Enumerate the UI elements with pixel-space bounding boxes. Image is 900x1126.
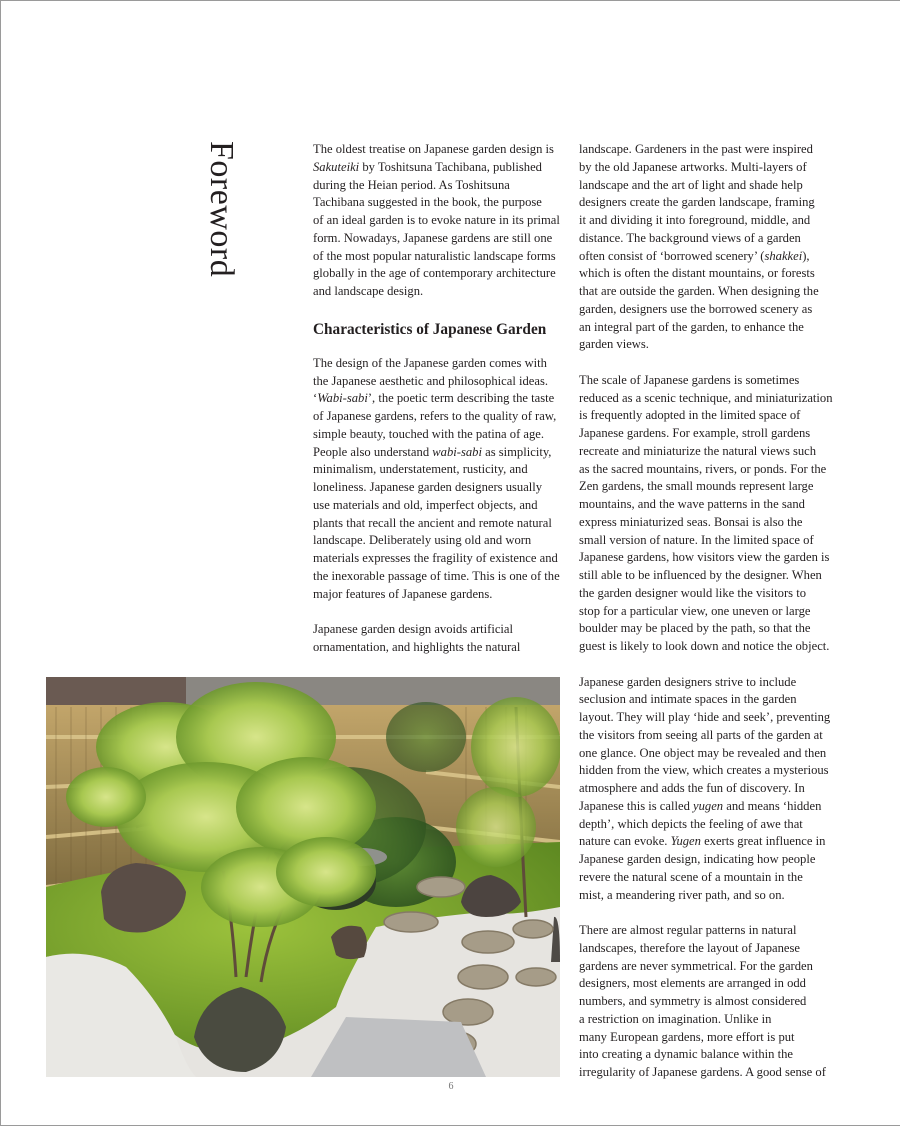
text-run: often consist of ‘borrowed scenery’ ( bbox=[579, 248, 765, 263]
text-run: There are almost regular patterns in natural bbox=[579, 923, 797, 937]
text-line bbox=[313, 355, 563, 373]
text-run: during the Heian period. As Toshitsuna bbox=[313, 177, 510, 192]
text-run: a restriction on imagination. Unlike in bbox=[579, 1011, 772, 1026]
garden-photo bbox=[46, 677, 560, 1077]
text-run: still able to be influenced by the designer. When bbox=[579, 568, 822, 582]
text-run: which is often the distant mountains, or forests bbox=[579, 266, 815, 281]
text-run: of Japanese gardens, refers to the quality of raw, bbox=[313, 409, 557, 423]
text-run: numbers, and symmetry is almost considered bbox=[579, 994, 807, 1008]
text-run: the garden designer would like the visitors to bbox=[579, 585, 806, 600]
text-line bbox=[579, 248, 834, 266]
text-run: designers create the garden landscape, framing bbox=[579, 195, 815, 210]
paragraph bbox=[313, 621, 563, 657]
text-run: as simplicity, bbox=[481, 444, 552, 459]
text-line bbox=[313, 532, 563, 550]
text-line bbox=[579, 816, 834, 834]
text-run: ’, the poetic term describing the taste bbox=[367, 391, 555, 406]
italic-term: Yugen bbox=[670, 834, 701, 849]
text-run: The design of the Japanese garden comes with bbox=[313, 355, 547, 370]
text-run: The oldest treatise on Japanese garden design is bbox=[313, 142, 554, 156]
paragraph bbox=[579, 674, 834, 905]
text-run: atmosphere and adds the fun of discovery. In bbox=[579, 781, 805, 795]
text-run: exerts great influence in bbox=[700, 834, 826, 849]
text-run: ornamentation, and highlights the natural bbox=[313, 639, 521, 654]
italic-term: shakkei bbox=[764, 248, 803, 263]
text-line bbox=[579, 958, 834, 976]
text-line bbox=[579, 993, 834, 1011]
text-run: irregularity of Japanese gardens. A good sense of bbox=[579, 1065, 826, 1079]
text-line bbox=[579, 194, 834, 212]
text-run: it and dividing it into foreground, middle, and bbox=[579, 213, 811, 227]
text-run: of an ideal garden is to evoke nature in its primal bbox=[313, 213, 560, 227]
text-run: nature can evoke. bbox=[579, 834, 671, 849]
text-run: materials expresses the fragility of existence and bbox=[313, 551, 558, 565]
text-line bbox=[313, 426, 563, 444]
text-line bbox=[579, 1046, 834, 1064]
text-line bbox=[579, 461, 834, 479]
text-run: landscape. Gardeners in the past were inspired bbox=[579, 142, 813, 156]
text-line bbox=[579, 265, 834, 283]
text-line bbox=[579, 567, 834, 585]
text-run: garden, designers use the borrowed scenery as bbox=[579, 301, 813, 316]
italic-term: Wabi-sabi bbox=[317, 391, 368, 406]
text-run: Japanese garden designers strive to include bbox=[579, 674, 797, 689]
text-line bbox=[579, 745, 834, 763]
text-line bbox=[313, 408, 563, 426]
text-line bbox=[313, 265, 563, 283]
text-run: depth’, which depicts the feeling of awe that bbox=[579, 816, 803, 831]
text-line bbox=[579, 425, 834, 443]
text-run: as the sacred mountains, rivers, or ponds. For the bbox=[579, 461, 827, 476]
text-run: landscape and the art of light and shade help bbox=[579, 177, 803, 192]
text-line bbox=[579, 887, 834, 905]
text-run: and means ‘hidden bbox=[723, 798, 822, 813]
italic-term: wabi-sabi bbox=[432, 444, 482, 459]
text-line bbox=[313, 177, 563, 195]
text-run: Japanese gardens. For example, stroll gardens bbox=[579, 426, 811, 440]
text-run: into creating a dynamic balance within the bbox=[579, 1047, 794, 1062]
text-line bbox=[579, 478, 834, 496]
text-line bbox=[579, 674, 834, 692]
text-line bbox=[579, 407, 834, 425]
text-line bbox=[579, 620, 834, 638]
text-run: globally in the age of contemporary architecture bbox=[313, 266, 556, 281]
text-line bbox=[579, 780, 834, 798]
text-line bbox=[579, 177, 834, 195]
text-line bbox=[313, 230, 563, 248]
text-run: many European gardens, more effort is put bbox=[579, 1029, 795, 1044]
text-line bbox=[313, 497, 563, 515]
text-line bbox=[579, 549, 834, 567]
text-line bbox=[579, 709, 834, 727]
text-run: Japanese this is called bbox=[579, 798, 694, 813]
left-column bbox=[313, 141, 563, 657]
text-run: designers, most elements are arranged in odd bbox=[579, 976, 806, 991]
text-run: landscapes, therefore the layout of Japanese bbox=[579, 940, 800, 955]
text-run: Tachibana suggested in the book, the purpose bbox=[313, 195, 542, 210]
text-line bbox=[313, 159, 563, 177]
text-run: the visitors from seeing all parts of the garden at bbox=[579, 727, 823, 742]
text-run: of the most popular naturalistic landscape forms bbox=[313, 248, 556, 263]
text-run: express miniaturized seas. Bonsai is also the bbox=[579, 514, 803, 529]
text-run: plants that recall the ancient and remote natural bbox=[313, 515, 552, 530]
text-run: stop for a particular view, one uneven or large bbox=[579, 603, 811, 618]
text-line bbox=[579, 1011, 834, 1029]
text-line bbox=[579, 833, 834, 851]
text-line bbox=[579, 390, 834, 408]
text-run: loneliness. Japanese garden designers usually bbox=[313, 480, 543, 494]
text-line bbox=[313, 568, 563, 586]
text-line bbox=[579, 1029, 834, 1047]
text-line bbox=[579, 922, 834, 940]
text-run: layout. They will play ‘hide and seek’, preventing bbox=[579, 710, 831, 724]
text-run: People also understand bbox=[313, 444, 433, 459]
text-run: an integral part of the garden, to enhance the bbox=[579, 319, 804, 334]
text-line bbox=[313, 639, 563, 657]
paragraph bbox=[579, 922, 834, 1082]
text-run: small version of nature. In the limited space of bbox=[579, 532, 814, 547]
text-line bbox=[313, 248, 563, 266]
text-run: form. Nowadays, Japanese gardens are still one bbox=[313, 230, 553, 245]
text-run: Japanese garden design, indicating how people bbox=[579, 852, 816, 866]
garden-illustration bbox=[46, 677, 560, 1077]
text-run: garden views. bbox=[579, 337, 649, 352]
text-run: The scale of Japanese gardens is sometimes bbox=[579, 372, 800, 387]
text-line bbox=[579, 159, 834, 177]
text-run: Japanese garden design avoids artificial bbox=[313, 622, 514, 636]
text-run: and landscape design. bbox=[313, 284, 424, 298]
text-line bbox=[313, 444, 563, 462]
text-run: major features of Japanese gardens. bbox=[313, 586, 493, 601]
text-run: one glance. One object may be revealed and then bbox=[579, 745, 827, 760]
text-line bbox=[579, 336, 834, 354]
text-run: mist, a meandering river path, and so on. bbox=[579, 887, 785, 902]
text-line bbox=[579, 443, 834, 461]
text-run: ), bbox=[802, 248, 810, 263]
text-run: by the old Japanese artworks. Multi-layers of bbox=[579, 159, 807, 174]
page-number: 6 bbox=[448, 1081, 454, 1092]
text-line bbox=[313, 621, 563, 639]
text-run: minimalism, understatement, rusticity, and bbox=[313, 462, 528, 477]
paragraph bbox=[579, 372, 834, 656]
text-run: mountains, and the wave patterns in the sand bbox=[579, 497, 805, 511]
text-line bbox=[579, 851, 834, 869]
text-line bbox=[579, 532, 834, 550]
text-run: simple beauty, touched with the patina of age. bbox=[313, 426, 545, 441]
text-run: Japanese gardens, how visitors view the garden is bbox=[579, 550, 830, 565]
text-line bbox=[579, 212, 834, 230]
section-heading: Characteristics of Japanese Garden bbox=[313, 320, 547, 338]
text-line bbox=[579, 638, 834, 656]
text-line bbox=[313, 586, 563, 604]
text-line bbox=[579, 319, 834, 337]
text-line bbox=[579, 514, 834, 532]
text-line bbox=[579, 496, 834, 514]
paragraph bbox=[313, 141, 563, 301]
text-run: guest is likely to look down and notice the object. bbox=[579, 639, 830, 653]
text-line bbox=[313, 212, 563, 230]
text-line bbox=[313, 479, 563, 497]
text-line bbox=[579, 585, 834, 603]
text-line bbox=[313, 515, 563, 533]
text-line bbox=[579, 727, 834, 745]
text-run: boulder may be placed by the path, so that the bbox=[579, 621, 811, 636]
text-line bbox=[313, 283, 563, 301]
text-run: is frequently adopted in the limited space of bbox=[579, 408, 801, 423]
text-run: that are outside the garden. When designing the bbox=[579, 284, 819, 298]
text-line bbox=[313, 373, 563, 391]
text-line bbox=[313, 390, 563, 408]
text-run: ‘ bbox=[313, 391, 318, 406]
text-line bbox=[579, 301, 834, 319]
text-run: use materials and old, imperfect objects, and bbox=[313, 497, 538, 512]
italic-term: yugen bbox=[693, 798, 724, 813]
text-line bbox=[313, 550, 563, 568]
text-line bbox=[579, 603, 834, 621]
text-run: hidden from the view, which creates a mysterious bbox=[579, 763, 829, 778]
text-run: recreate and miniaturize the natural views such bbox=[579, 443, 817, 458]
text-run: the inexorable passage of time. This is one of the bbox=[313, 568, 560, 583]
text-run: Zen gardens, the small mounds represent large bbox=[579, 479, 814, 494]
text-line bbox=[313, 461, 563, 479]
text-line bbox=[579, 798, 834, 816]
text-run: landscape. Deliberately using old and worn bbox=[313, 533, 532, 548]
text-run: by Toshitsuna Tachibana, published bbox=[359, 159, 542, 174]
text-line bbox=[579, 230, 834, 248]
text-line bbox=[579, 1064, 834, 1082]
text-line bbox=[313, 194, 563, 212]
text-run: seclusion and intimate spaces in the garden bbox=[579, 692, 797, 707]
text-line bbox=[579, 283, 834, 301]
text-run: reduced as a scenic technique, and miniaturization bbox=[579, 390, 833, 405]
paragraph bbox=[313, 355, 563, 604]
text-line bbox=[579, 691, 834, 709]
text-run: gardens are never symmetrical. For the garden bbox=[579, 958, 813, 973]
text-line bbox=[313, 141, 563, 159]
text-run: distance. The background views of a garden bbox=[579, 230, 801, 245]
text-line bbox=[579, 141, 834, 159]
paragraph bbox=[579, 141, 834, 354]
right-column bbox=[579, 141, 834, 1082]
text-line bbox=[579, 762, 834, 780]
text-line bbox=[579, 372, 834, 390]
italic-term: Sakuteiki bbox=[313, 159, 360, 174]
text-line bbox=[579, 975, 834, 993]
text-run: the Japanese aesthetic and philosophical ideas. bbox=[313, 373, 549, 388]
chapter-title: Foreword bbox=[203, 141, 240, 278]
text-run: revere the natural scene of a mountain in the bbox=[579, 869, 803, 884]
text-line bbox=[579, 869, 834, 887]
text-line bbox=[579, 940, 834, 958]
